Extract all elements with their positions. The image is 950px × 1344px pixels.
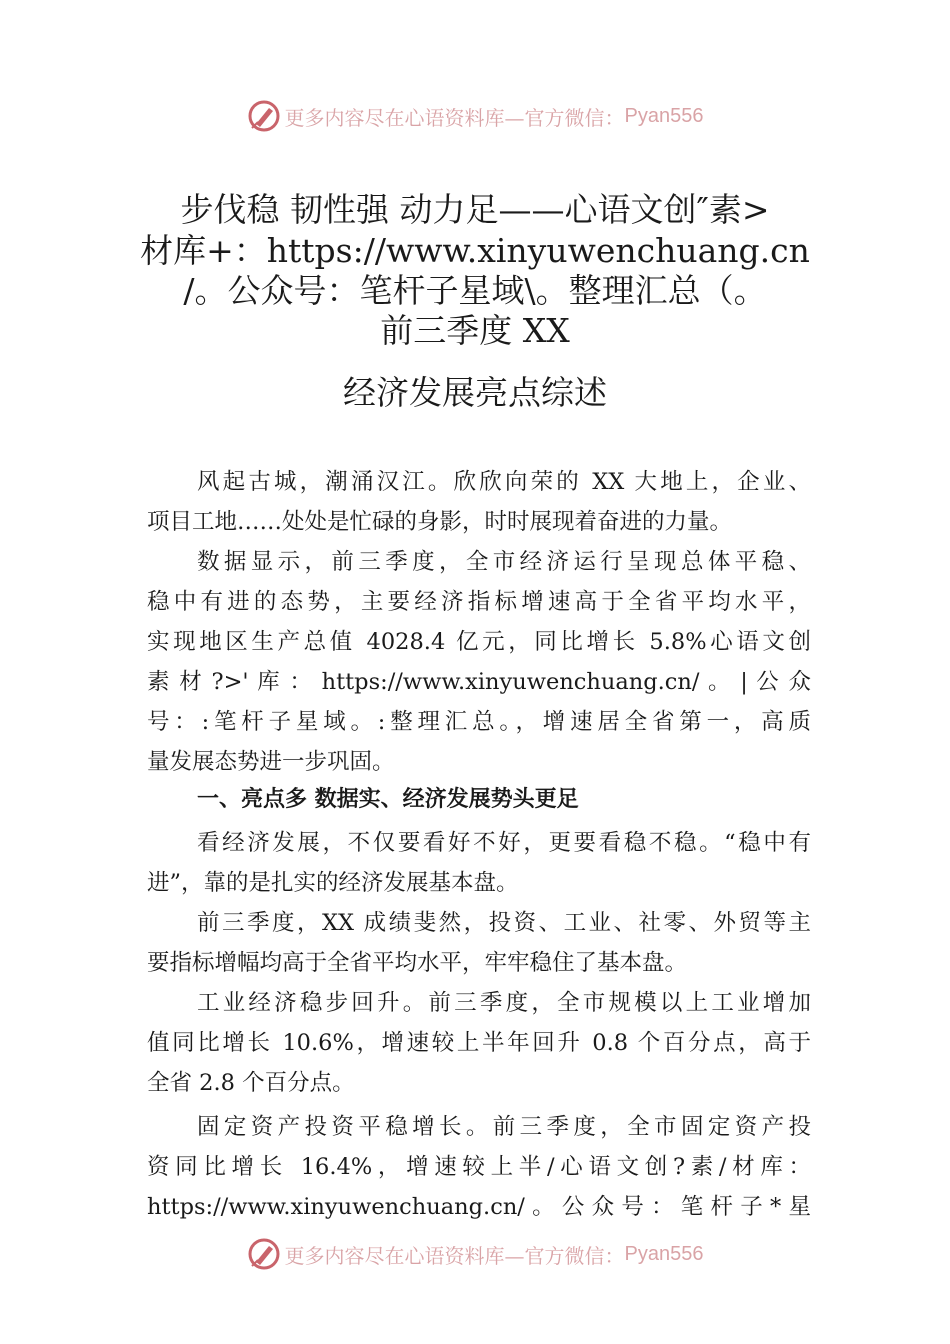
paragraph-1 [147,462,811,542]
paragraph-line: 素 材 ?>' 库 ： https://www.xinyuwenchuang.cn/ 。 | 公 众 [147,669,811,695]
paragraph-line: 前三季度，XX 成绩斐然，投资、工业、社零、外贸等主 [197,910,811,936]
paragraph-line: 资同比增长 16.4%，增速较上半/心语文创?素/材库： [147,1154,811,1180]
paragraph-line: 数据显示，前三季度，全市经济运行呈现总体平稳、 [197,549,811,575]
paragraph-line: 实现地区生产总值 4028.4 亿元，同比增长 5.8%心语文创 [147,629,811,655]
watermark-banner-top [0,96,950,136]
title-line-4: 前三季度 XX [380,311,570,350]
paragraph-3 [147,823,811,903]
watermark-text: 更多内容尽在心语资料库—官方微信： [284,105,625,130]
paragraph-line: 全省 2.8 个百分点。 [147,1070,355,1096]
section-heading-1: 一、亮点多 数据实、经济发展势头更足 [197,787,579,812]
paragraph-line: 看经济发展，不仅要看好不好，更要看稳不稳。“稳中有 [197,830,811,856]
pen-logo-icon [247,1237,281,1271]
watermark-wechat-id: Pyan556 [624,1242,704,1265]
paragraph-line: 风起古城，潮涌汉江。欣欣向荣的 XX 大地上，企业、 [197,469,811,495]
paragraph-line: 工业经济稳步回升。前三季度，全市规模以上工业增加 [197,990,811,1016]
paragraph-line: 号：:笔杆子星域。:整理汇总。，增速居全省第一，高质 [147,709,811,735]
paragraph-line: 进”，靠的是扎实的经济发展基本盘。 [147,870,519,896]
paragraph-line: 项目工地……处处是忙碌的身影，时时展现着奋进的力量。 [147,509,733,535]
paragraph-2 [147,542,811,782]
paragraph-line: 要指标增幅均高于全省平均水平，牢牢稳住了基本盘。 [147,950,688,976]
title-line-2: 材库+：https://www.xinyuwenchuang.cn [140,231,810,270]
watermark-text: 更多内容尽在心语资料库—官方微信： [284,1243,625,1268]
paragraph-line: 值同比增长 10.6%，增速较上半年回升 0.8 个百分点，高于 [147,1030,811,1056]
paragraph-line: 固定资产投资平稳增长。前三季度，全市固定资产投 [197,1114,811,1140]
paragraph-line: 稳中有进的态势，主要经济指标增速高于全省平均水平， [147,589,811,615]
paragraph-4 [147,903,811,983]
paragraph-line: 量发展态势进一步巩固。 [147,749,395,775]
title-line-3: /。公众号：笔杆子星域\。整理汇总（。 [183,271,767,310]
pen-logo-icon [247,99,281,133]
paragraph-line: https://www.xinyuwenchuang.cn/。公众号：笔杆子*星 [147,1194,811,1220]
watermark-wechat-id: Pyan556 [624,104,704,127]
watermark-banner-bottom [0,1234,950,1274]
paragraph-5 [147,983,811,1103]
paragraph-6 [147,1107,811,1227]
document-subtitle: 经济发展亮点综述 [343,373,607,412]
title-line-1: 步伐稳 韧性强 动力足——心语文创″素> [180,190,770,229]
